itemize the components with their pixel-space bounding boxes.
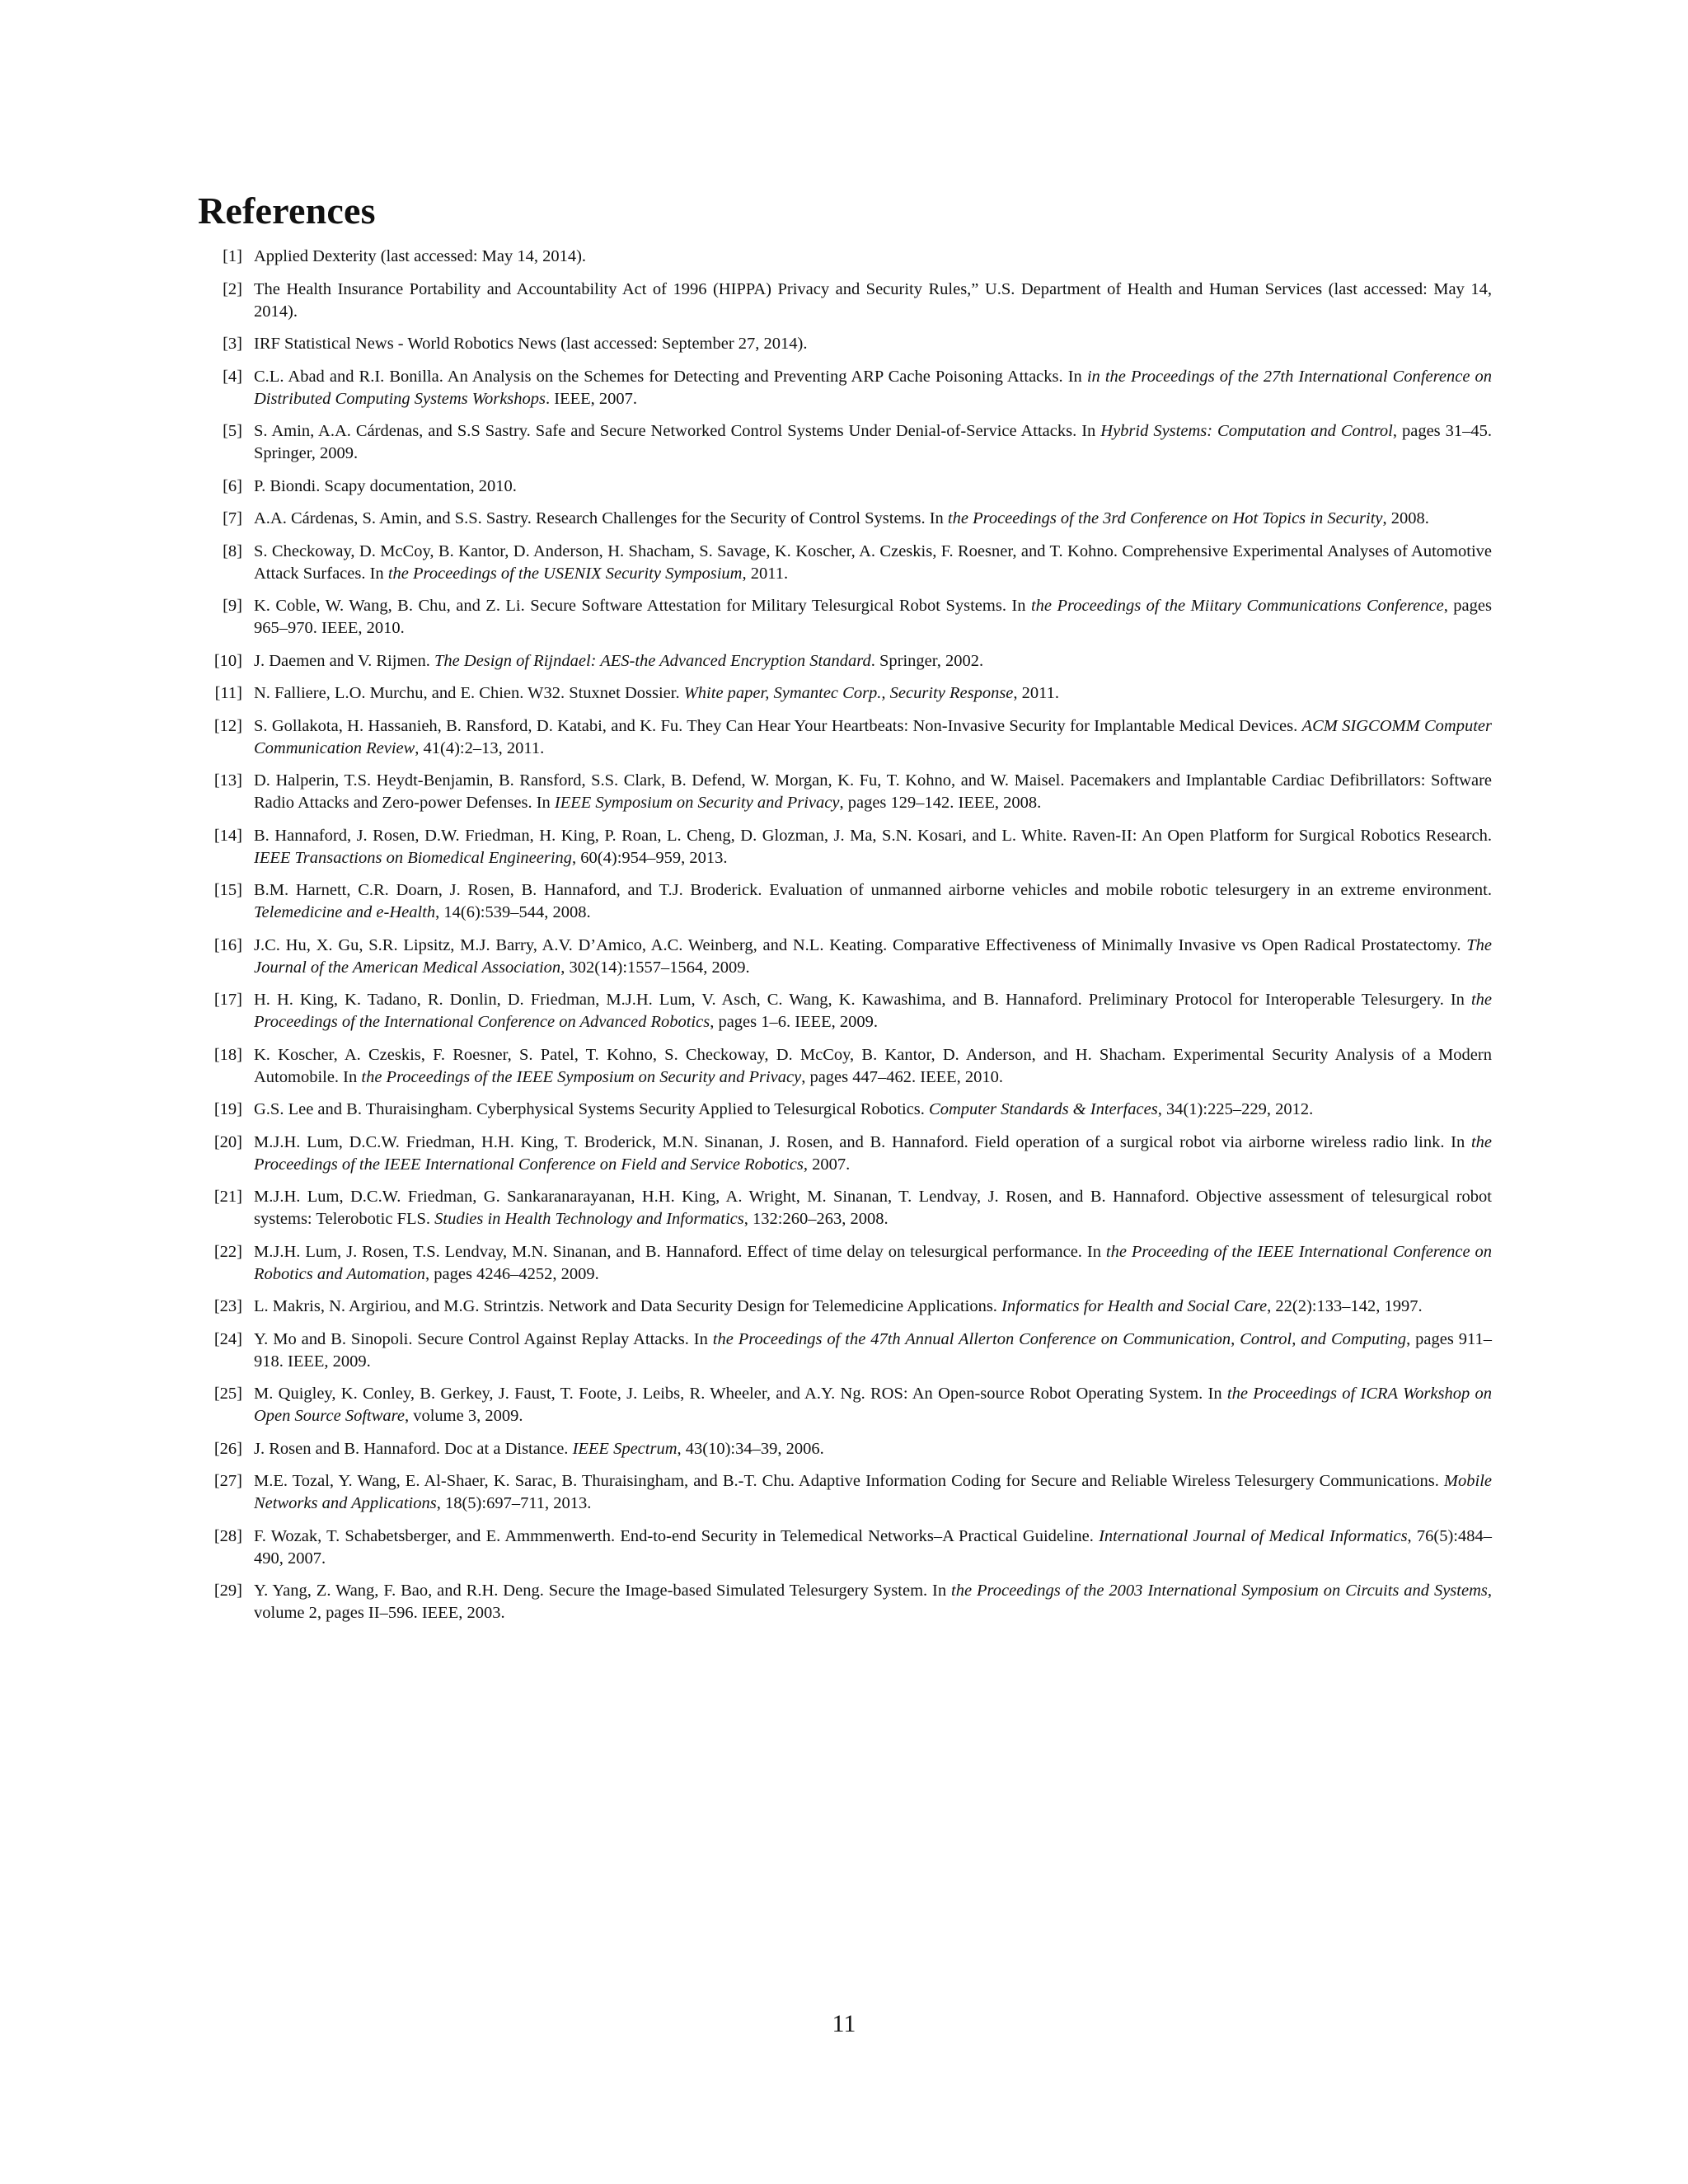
reference-venue: Computer Standards & Interfaces	[929, 1100, 1158, 1118]
reference-venue: Mobile Networks and Applications	[254, 1472, 1492, 1512]
reference-venue: ACM SIGCOMM Computer Communication Review	[254, 716, 1493, 757]
reference-entry	[198, 682, 1492, 705]
reference-text	[242, 989, 1492, 1033]
reference-venue: the Proceedings of the International Conference on Advanced Robotics	[254, 991, 1492, 1031]
reference-text-segment: L. Makris, N. Argiriou, and M.G. Strintzis. Network and Data Security Design for Telemedicine Applications.	[254, 1297, 1002, 1315]
reference-text-segment: N. Falliere, L.O. Murchu, and E. Chien. W32. Stuxnet Dossier.	[254, 684, 684, 702]
reference-text-segment: . Springer, 2002.	[870, 651, 984, 670]
reference-text-segment: B. Hannaford, J. Rosen, D.W. Friedman, H. King, P. Roan, L. Cheng, D. Glozman, J. Ma, S.N. Kosari, and L. White. Raven-II: An Open Platform for Surgical Robotics Research.	[254, 826, 1492, 845]
reference-text-segment: , pages 1–6. IEEE, 2009.	[710, 1013, 879, 1031]
reference-venue: the Proceedings of the 47th Annual Allerton Conference on Communication, Control, and Computing	[712, 1329, 1407, 1348]
reference-text	[242, 595, 1492, 640]
reference-number: [24]	[213, 1329, 242, 1348]
reference-text	[242, 1296, 1492, 1318]
reference-number: [17]	[213, 991, 242, 1009]
reference-entry	[198, 333, 1492, 355]
reference-text-segment: M.E. Tozal, Y. Wang, E. Al-Shaer, K. Sarac, B. Thuraisingham, and B.-T. Chu. Adaptive Information Coding for Secure and Reliable Wireless Telesurgery Communications.	[254, 1472, 1444, 1490]
reference-entry	[198, 1044, 1492, 1089]
reference-text-segment: , 2008.	[1382, 509, 1429, 527]
reference-text-segment: , volume 3, 2009.	[404, 1407, 523, 1425]
reference-number: [15]	[213, 881, 242, 899]
reference-number: [7]	[223, 509, 242, 527]
reference-number: [13]	[213, 771, 242, 790]
reference-text-segment: J.C. Hu, X. Gu, S.R. Lipsitz, M.J. Barry, A.V. D’Amico, A.C. Weinberg, and N.L. Keating. Comparative Effectiveness of Minimally Invasive vs Open Radical Prostatectomy.	[254, 935, 1467, 954]
reference-text-segment: M.J.H. Lum, D.C.W. Friedman, G. Sankaranarayanan, H.H. King, A. Wright, M. Sinanan, T. Lendvay, J. Rosen, and B. Hannaford. Objective assessment of telesurgical robot systems: Telerobotic FLS.	[254, 1188, 1492, 1228]
reference-text-segment: The Health Insurance Portability and Accountability Act of 1996 (HIPPA) Privacy and Security Rules,” U.S. Department of Health and Human Services (last accessed: May 14, 2014).	[254, 279, 1492, 321]
reference-venue: IEEE Transactions on Biomedical Engineering	[254, 848, 573, 867]
reference-text-segment: , pages 965–970. IEEE, 2010.	[254, 597, 1492, 637]
reference-text-segment: , 76(5):484–490, 2007.	[254, 1526, 1492, 1568]
reference-number: [16]	[213, 935, 242, 954]
reference-number: [6]	[223, 476, 242, 495]
reference-venue: the Proceedings of the IEEE International Conference on Field and Service Robotics	[254, 1132, 1492, 1174]
reference-text-segment: M.J.H. Lum, J. Rosen, T.S. Lendvay, M.N. Sinanan, and B. Hannaford. Effect of time delay on telesurgical performance. In	[254, 1242, 1106, 1261]
reference-text-segment: , 14(6):539–544, 2008.	[435, 903, 591, 921]
reference-number: [29]	[213, 1582, 242, 1600]
reference-text	[242, 1580, 1492, 1624]
reference-entry	[198, 1132, 1492, 1176]
reference-entry	[198, 1383, 1492, 1427]
reference-entry	[198, 420, 1492, 465]
reference-text-segment: , 2007.	[803, 1155, 851, 1174]
reference-text	[242, 420, 1492, 465]
reference-number: [2]	[223, 279, 242, 298]
reference-text-segment: Y. Mo and B. Sinopoli. Secure Control Against Replay Attacks. In	[254, 1329, 713, 1348]
reference-venue: The Journal of the American Medical Association	[254, 935, 1492, 977]
reference-venue: in the Proceedings of the 27th International Conference on Distributed Computing Systems Workshops	[254, 367, 1492, 408]
reference-text-segment: K. Koscher, A. Czeskis, F. Roesner, S. Patel, T. Kohno, S. Checkoway, D. McCoy, B. Kantor, D. Anderson, and H. Shacham. Experimental Security Analysis of a Modern Automobile. In	[254, 1045, 1492, 1086]
reference-text-segment: , 22(2):133–142, 1997.	[1267, 1297, 1423, 1315]
reference-text	[242, 366, 1492, 410]
reference-text-segment: D. Halperin, T.S. Heydt-Benjamin, B. Ransford, S.S. Clark, B. Defend, W. Morgan, K. Fu, T. Kohno, and W. Maisel. Pacemakers and Implantable Cardiac Defibrillators: Software Radio Attacks and Zero-power Defenses. In	[254, 771, 1492, 812]
reference-text	[242, 1186, 1492, 1230]
reference-list	[198, 246, 1492, 1624]
reference-number: [4]	[223, 367, 242, 386]
reference-text-segment: Applied Dexterity (last accessed: May 14, 2014).	[254, 247, 587, 265]
reference-text-segment: , pages 447–462. IEEE, 2010.	[801, 1067, 1004, 1086]
reference-venue: the Proceedings of the 2003 International Symposium on Circuits and Systems	[951, 1582, 1488, 1600]
reference-text	[242, 1526, 1492, 1570]
reference-text-segment: P. Biondi. Scapy documentation, 2010.	[254, 476, 517, 495]
reference-number: [8]	[223, 541, 242, 560]
reference-text	[242, 1383, 1492, 1427]
reference-entry	[198, 508, 1492, 530]
reference-text	[242, 1132, 1492, 1176]
reference-text-segment: , 132:260–263, 2008.	[743, 1210, 889, 1228]
reference-text	[242, 715, 1492, 760]
reference-text	[242, 770, 1492, 814]
reference-text-segment: G.S. Lee and B. Thuraisingham. Cyberphysical Systems Security Applied to Telesurgical Robotics.	[254, 1100, 930, 1118]
reference-text-segment: , pages 31–45. Springer, 2009.	[254, 422, 1493, 462]
reference-text	[242, 541, 1492, 585]
reference-text	[242, 1438, 1492, 1460]
reference-entry	[198, 715, 1492, 760]
reference-venue: Studies in Health Technology and Informatics	[434, 1210, 744, 1228]
reference-text-segment: , 2011.	[1013, 684, 1060, 702]
reference-entry	[198, 1438, 1492, 1460]
reference-entry	[198, 879, 1492, 924]
reference-entry	[198, 650, 1492, 673]
reference-entry	[198, 1099, 1492, 1121]
reference-venue: White paper, Symantec Corp., Security Response	[683, 684, 1014, 702]
reference-number: [21]	[213, 1188, 242, 1206]
reference-entry	[198, 825, 1492, 869]
reference-entry	[198, 770, 1492, 814]
reference-number: [27]	[213, 1472, 242, 1490]
reference-text-segment: , pages 911–918. IEEE, 2009.	[254, 1329, 1493, 1371]
reference-text	[242, 508, 1492, 530]
reference-text	[242, 333, 1492, 355]
reference-number: [9]	[223, 597, 242, 615]
reference-number: [3]	[223, 335, 242, 353]
reference-entry	[198, 541, 1492, 585]
reference-text-segment: , 41(4):2–13, 2011.	[415, 738, 545, 757]
reference-venue: the Proceedings of the Miitary Communications Conference	[1030, 597, 1444, 615]
reference-text-segment: F. Wozak, T. Schabetsberger, and E. Ammmenwerth. End-to-end Security in Telemedical Networks–A Practical Guideline.	[254, 1526, 1100, 1545]
reference-venue: IEEE Symposium on Security and Privacy	[554, 794, 840, 812]
references-section	[198, 188, 1492, 1635]
reference-number: [26]	[213, 1439, 242, 1458]
reference-entry	[198, 1241, 1492, 1286]
reference-entry	[198, 595, 1492, 640]
reference-venue: Informatics for Health and Social Care	[1001, 1297, 1268, 1315]
reference-number: [11]	[214, 684, 242, 702]
reference-venue: the Proceedings of the IEEE Symposium on Security and Privacy	[361, 1067, 802, 1086]
reference-text-segment: H. H. King, K. Tadano, R. Donlin, D. Friedman, M.J.H. Lum, V. Asch, C. Wang, K. Kawashima, and B. Hannaford. Preliminary Protocol for Interoperable Telesurgery. In	[254, 991, 1471, 1009]
reference-text	[242, 1329, 1492, 1373]
reference-text-segment: IRF Statistical News - World Robotics News (last accessed: September 27, 2014).	[254, 335, 808, 353]
reference-text	[242, 1241, 1492, 1286]
reference-number: [10]	[213, 651, 242, 670]
reference-venue: the Proceedings of ICRA Workshop on Open Source Software	[254, 1385, 1492, 1425]
reference-text-segment: , 43(10):34–39, 2006.	[677, 1439, 824, 1458]
reference-text	[242, 682, 1492, 705]
reference-number: [1]	[223, 247, 242, 265]
reference-number: [20]	[213, 1132, 242, 1151]
reference-text-segment: C.L. Abad and R.I. Bonilla. An Analysis on the Schemes for Detecting and Preventing ARP Cache Poisoning Attacks. In	[254, 367, 1087, 386]
reference-venue: Telemedicine and e-Health	[254, 903, 436, 921]
reference-venue: the Proceedings of the USENIX Security Symposium	[387, 564, 743, 583]
page-number: 11	[832, 2010, 856, 2037]
reference-text-segment: K. Coble, W. Wang, B. Chu, and Z. Li. Secure Software Attestation for Military Telesurgical Robot Systems. In	[254, 597, 1031, 615]
reference-text-segment: J. Rosen and B. Hannaford. Doc at a Distance.	[254, 1439, 573, 1458]
reference-text	[242, 279, 1492, 323]
section-heading: References	[198, 190, 376, 232]
reference-text-segment: S. Amin, A.A. Cárdenas, and S.S Sastry. Safe and Secure Networked Control Systems Under Denial-of-Service Attacks. In	[254, 422, 1101, 440]
reference-entry	[198, 246, 1492, 268]
reference-text	[242, 825, 1492, 869]
reference-text	[242, 1470, 1492, 1515]
reference-text-segment: , 34(1):225–229, 2012.	[1157, 1100, 1314, 1118]
reference-number: [18]	[213, 1045, 242, 1064]
reference-text-segment: S. Checkoway, D. McCoy, B. Kantor, D. Anderson, H. Shacham, S. Savage, K. Koscher, A. Czeskis, F. Roesner, and T. Kohno. Comprehensive Experimental Analyses of Automotive Attack Surfaces. In	[254, 541, 1492, 583]
reference-number: [19]	[213, 1100, 242, 1118]
reference-text-segment: , pages 129–142. IEEE, 2008.	[839, 794, 1042, 812]
reference-text-segment: , pages 4246–4252, 2009.	[425, 1264, 599, 1283]
reference-entry	[198, 989, 1492, 1033]
reference-text-segment: B.M. Harnett, C.R. Doarn, J. Rosen, B. Hannaford, and T.J. Broderick. Evaluation of unmanned airborne vehicles and mobile robotic telesurgery in an extreme environment.	[254, 881, 1492, 899]
reference-number: [12]	[213, 716, 242, 735]
reference-text-segment: M.J.H. Lum, D.C.W. Friedman, H.H. King, T. Broderick, M.N. Sinanan, J. Rosen, and B. Hannaford. Field operation of a surgical robot via airborne wireless radio link. In	[254, 1132, 1471, 1151]
reference-text-segment: , 2011.	[742, 564, 789, 583]
reference-number: [22]	[213, 1242, 242, 1261]
reference-number: [5]	[223, 422, 242, 440]
reference-text	[242, 935, 1492, 979]
reference-text-segment: , 302(14):1557–1564, 2009.	[560, 958, 750, 977]
reference-venue: the Proceedings of the 3rd Conference on Hot Topics in Security	[947, 509, 1383, 527]
reference-text-segment: Y. Yang, Z. Wang, F. Bao, and R.H. Deng. Secure the Image-based Simulated Telesurgery System. In	[254, 1582, 952, 1600]
reference-venue: The Design of Rijndael: AES-the Advanced Encryption Standard	[434, 651, 871, 670]
reference-number: [25]	[213, 1385, 242, 1403]
reference-entry	[198, 366, 1492, 410]
reference-entry	[198, 476, 1492, 498]
reference-entry	[198, 1526, 1492, 1570]
reference-entry	[198, 1186, 1492, 1230]
reference-text	[242, 879, 1492, 924]
reference-text-segment: M. Quigley, K. Conley, B. Gerkey, J. Faust, T. Foote, J. Leibs, R. Wheeler, and A.Y. Ng. ROS: An Open-source Robot Operating System. In	[254, 1385, 1227, 1403]
reference-entry	[198, 935, 1492, 979]
reference-text-segment: S. Gollakota, H. Hassanieh, B. Ransford, D. Katabi, and K. Fu. They Can Hear Your Heartbeats: Non-Invasive Security for Implantable Medical Devices.	[254, 716, 1302, 735]
reference-entry	[198, 1580, 1492, 1624]
reference-text-segment: , 60(4):954–959, 2013.	[572, 848, 728, 867]
reference-entry	[198, 279, 1492, 323]
reference-text-segment: A.A. Cárdenas, S. Amin, and S.S. Sastry. Research Challenges for the Security of Control Systems. In	[254, 509, 948, 527]
reference-entry	[198, 1296, 1492, 1318]
reference-venue: IEEE Spectrum	[572, 1439, 678, 1458]
reference-text-segment: , 18(5):697–711, 2013.	[436, 1494, 592, 1512]
reference-venue: International Journal of Medical Informatics	[1099, 1526, 1408, 1545]
reference-text	[242, 650, 1492, 673]
reference-venue: Hybrid Systems: Computation and Control	[1100, 422, 1393, 440]
reference-text	[242, 246, 1492, 268]
reference-text-segment: , volume 2, pages II–596. IEEE, 2003.	[254, 1582, 1492, 1622]
reference-entry	[198, 1470, 1492, 1515]
reference-venue: the Proceeding of the IEEE International Conference on Robotics and Automation	[254, 1242, 1492, 1283]
reference-number: [28]	[213, 1526, 242, 1545]
reference-text	[242, 1099, 1492, 1121]
reference-text-segment: . IEEE, 2007.	[546, 389, 638, 408]
reference-entry	[198, 1329, 1492, 1373]
reference-text	[242, 476, 1492, 498]
reference-text-segment: J. Daemen and V. Rijmen.	[254, 651, 435, 670]
reference-text	[242, 1044, 1492, 1089]
reference-number: [14]	[213, 826, 242, 845]
reference-number: [23]	[213, 1297, 242, 1315]
